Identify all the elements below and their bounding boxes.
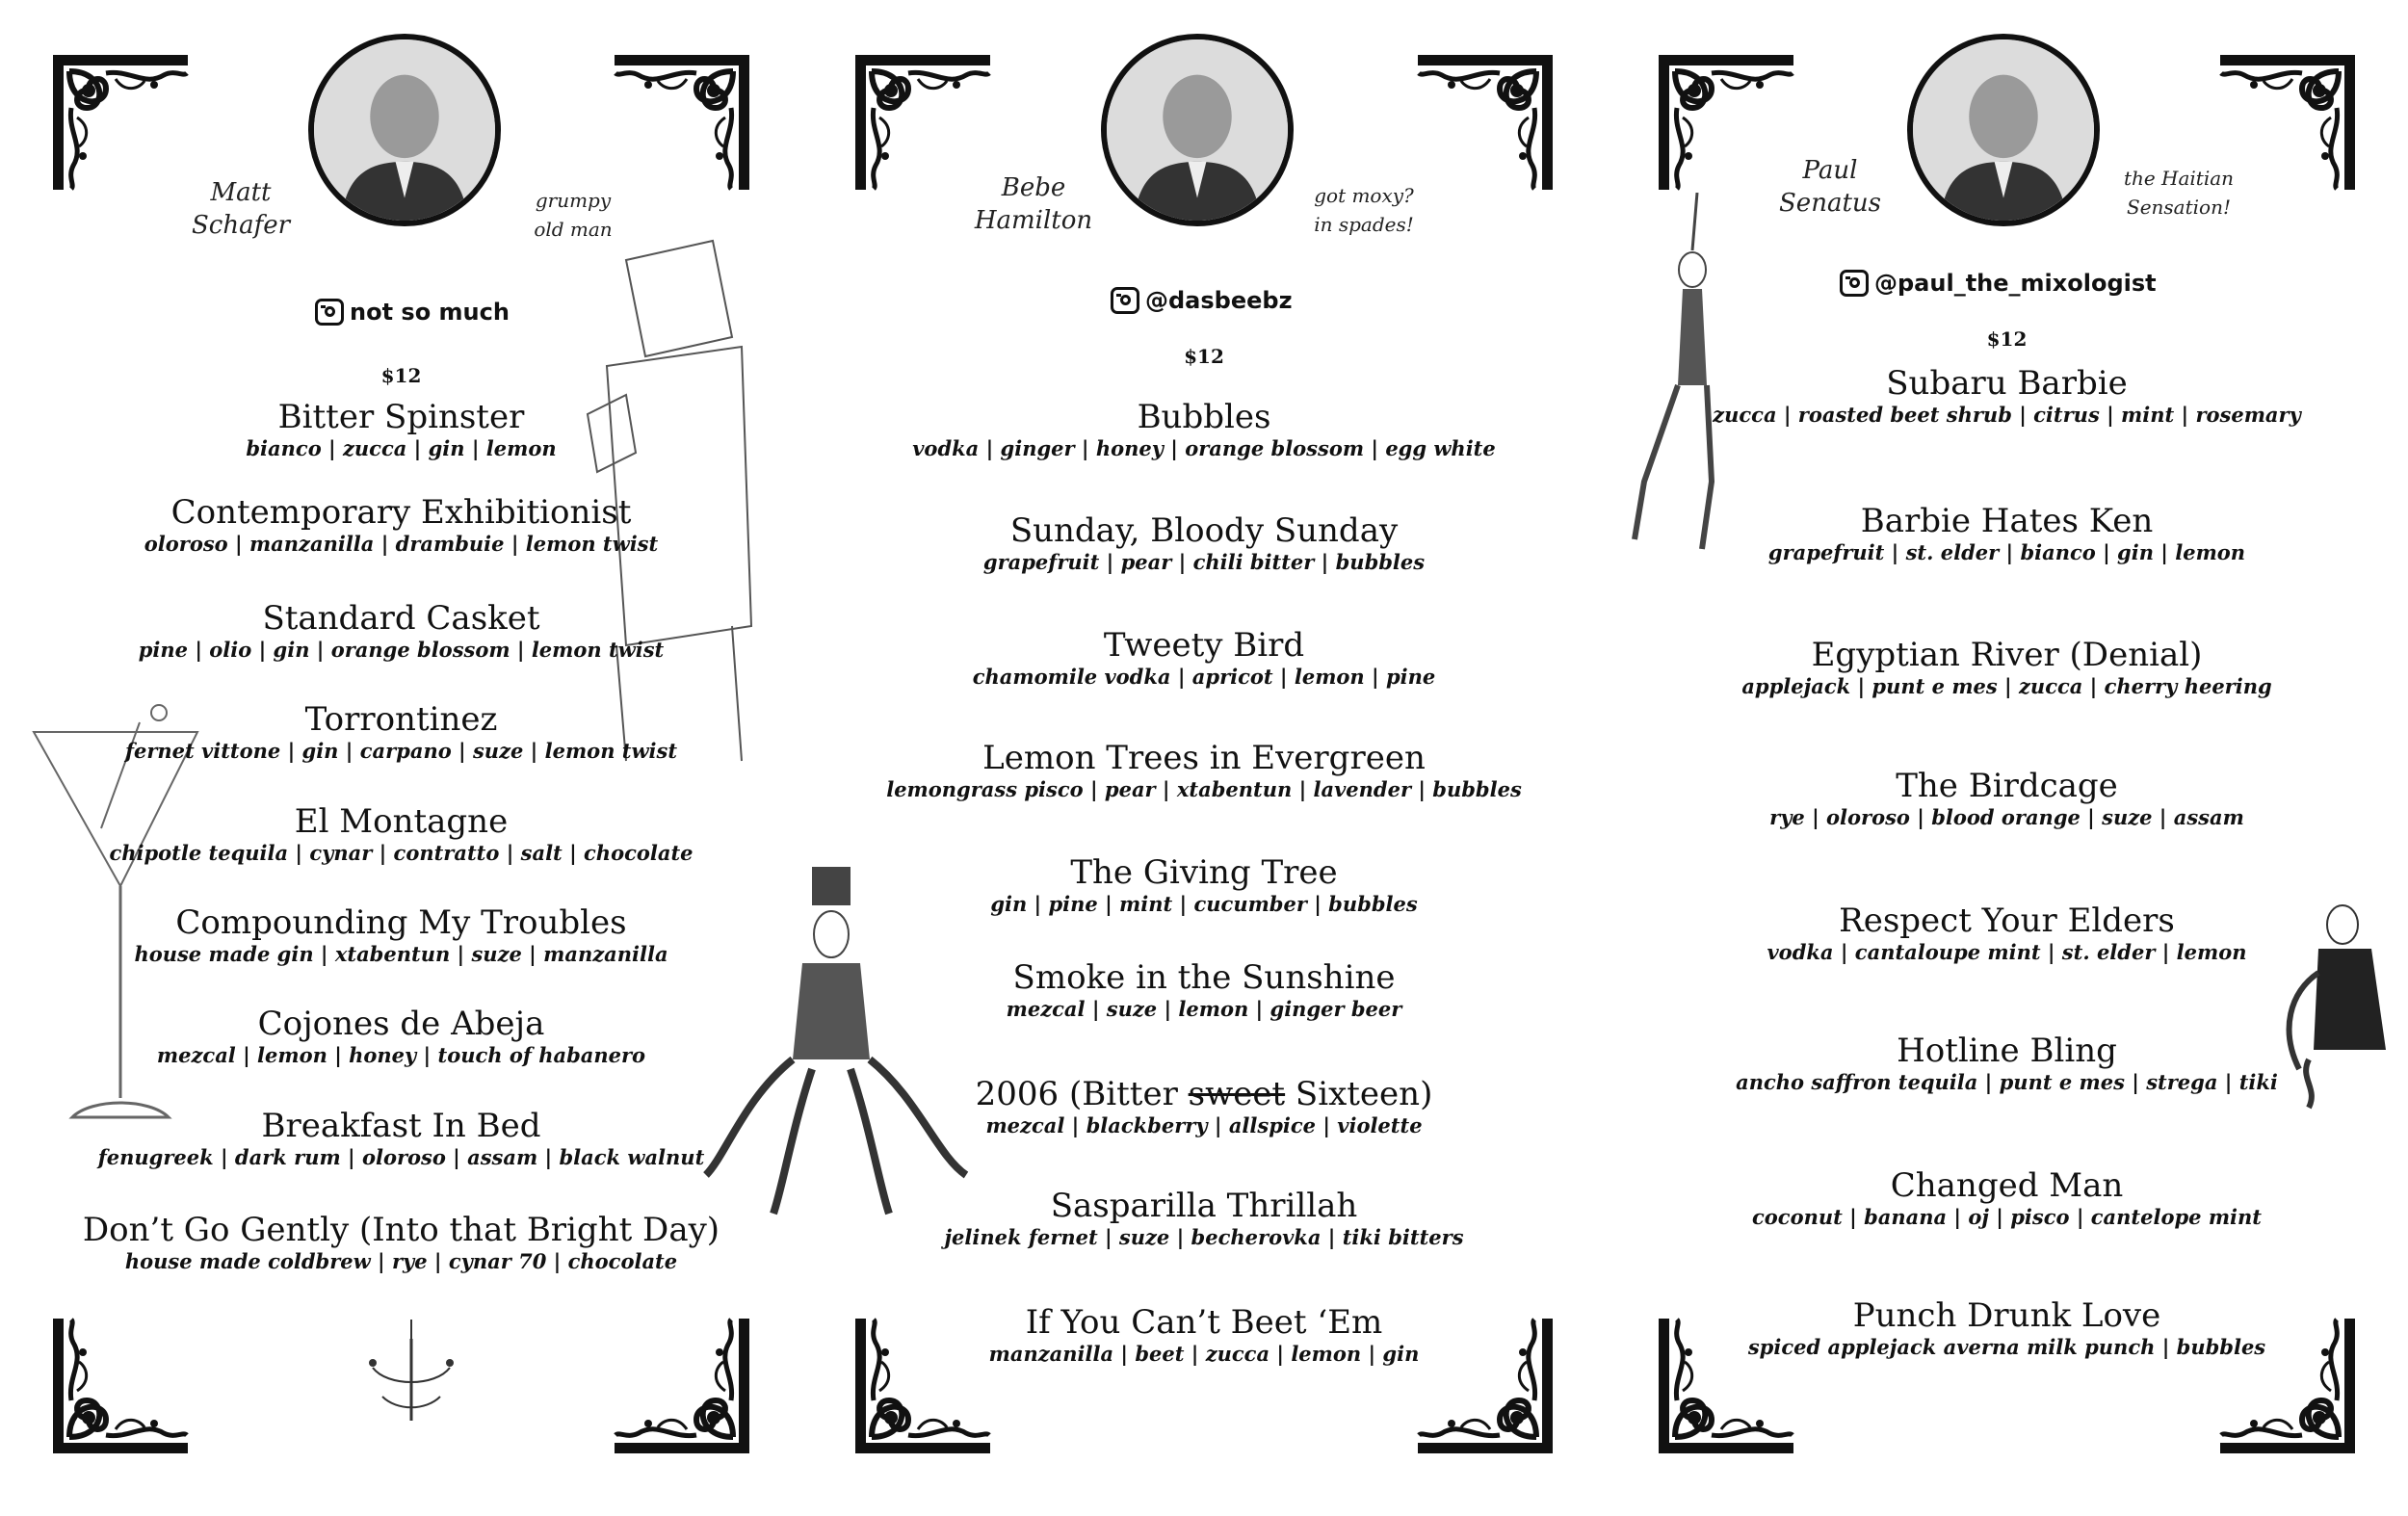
bartender-tagline: the Haitian Sensation! <box>2123 167 2235 219</box>
drink-name: Breakfast In Bed <box>261 1107 541 1145</box>
drink-item <box>1606 1167 2408 1231</box>
drink-item <box>0 494 802 558</box>
drink-item <box>1606 1032 2408 1096</box>
bartender-portrait <box>308 34 501 226</box>
drink-item <box>802 854 1606 918</box>
drink-name: Subaru Barbie <box>1886 364 2128 403</box>
drink-item <box>1606 503 2408 566</box>
drink-item <box>802 627 1606 691</box>
drink-item <box>0 803 802 867</box>
drink-name: Respect Your Elders <box>1839 902 2175 940</box>
drink-ingredients: chipotle tequila | cynar | contratto | salt | chocolate <box>109 841 694 865</box>
drink-name: Contemporary Exhibitionist <box>170 493 632 532</box>
drink-ingredients: applejack | punt e mes | zucca | cherry heering <box>1741 674 2272 698</box>
drink-item <box>802 1188 1606 1251</box>
drink-name: Changed Man <box>1890 1166 2124 1205</box>
bartender-first-name: Matt <box>210 178 272 207</box>
drink-ingredients: bianco | zucca | gin | lemon <box>246 436 557 460</box>
ornamental-corner-icon <box>1413 50 1557 195</box>
bartender-tagline: grumpy old man <box>534 189 613 241</box>
drink-ingredients: fernet vittone | gin | carpano | suze | lemon twist <box>124 739 678 763</box>
drink-name: Bitter Spinster <box>277 398 525 436</box>
drink-item <box>1606 1297 2408 1361</box>
drink-item <box>0 1006 802 1069</box>
instagram-handle[interactable] <box>1111 287 1293 314</box>
bartender-portrait <box>1907 34 2100 226</box>
instagram-handle[interactable] <box>1840 270 2157 297</box>
ornamental-corner-icon <box>48 1314 193 1458</box>
bartender-last-name: Schafer <box>191 211 291 240</box>
bartender-name <box>961 171 1106 237</box>
drink-name: Hotline Bling <box>1897 1032 2117 1070</box>
drink-name: El Montagne <box>294 802 509 841</box>
drink-ingredients: mezcal | lemon | honey | touch of habanero <box>156 1043 646 1067</box>
drink-name: Punch Drunk Love <box>1852 1296 2161 1335</box>
drink-item <box>0 904 802 968</box>
menu-panel-matt <box>0 0 802 1516</box>
drink-ingredients: vodka | cantaloupe mint | st. elder | lemon <box>1767 940 2247 964</box>
chandelier-illustration <box>358 1320 464 1425</box>
drink-name: Sasparilla Thrillah <box>1050 1187 1358 1225</box>
drink-ingredients: zucca | roasted beet shrub | citrus | mint | rosemary <box>1713 403 2301 427</box>
drink-ingredients: chamomile vodka | apricot | lemon | pine <box>972 665 1436 689</box>
struck-word: sweet <box>1188 1075 1286 1113</box>
price-label: $12 <box>380 364 422 387</box>
drink-name: Smoke in the Sunshine <box>1012 958 1396 997</box>
drink-item <box>0 1108 802 1171</box>
drink-item <box>802 399 1606 462</box>
drink-ingredients: rye | oloroso | blood orange | suze | assam <box>1769 805 2244 829</box>
instagram-icon <box>1840 270 1869 297</box>
drink-name: The Giving Tree <box>1070 853 1338 892</box>
bartender-portrait <box>1101 34 1294 226</box>
drink-ingredients: grapefruit | st. elder | bianco | gin | lemon <box>1767 540 2246 564</box>
drink-item <box>802 959 1606 1023</box>
drink-name: Lemon Trees in Evergreen <box>982 739 1426 777</box>
drink-item <box>802 512 1606 576</box>
drink-ingredients: manzanilla | beet | zucca | lemon | gin <box>988 1342 1420 1366</box>
drink-item <box>0 701 802 765</box>
bartender-name <box>169 176 313 242</box>
bartender-last-name: Senatus <box>1779 189 1881 218</box>
menu-panel-paul <box>1606 0 2408 1516</box>
handle-text: not so much <box>350 299 510 326</box>
drink-ingredients: house made coldbrew | rye | cynar 70 | chocolate <box>124 1249 678 1273</box>
drink-ingredients: mezcal | suze | lemon | ginger beer <box>1006 997 1402 1021</box>
bartender-tagline: got moxy? in spades! <box>1314 184 1414 236</box>
drink-ingredients: coconut | banana | oj | pisco | cantelope mint <box>1751 1205 2263 1229</box>
drink-ingredients: vodka | ginger | honey | orange blossom | egg white <box>912 436 1496 460</box>
drink-name: Barbie Hates Ken <box>1860 502 2154 540</box>
drink-ingredients: spiced applejack averna milk punch | bubbles <box>1747 1335 2266 1359</box>
drink-name: Standard Casket <box>262 599 540 638</box>
ornamental-corner-icon <box>610 1314 754 1458</box>
drink-ingredients: jelinek fernet | suze | becherovka | tiki bitters <box>944 1225 1464 1249</box>
instagram-handle[interactable] <box>315 299 510 326</box>
drink-item <box>0 1212 802 1275</box>
price-label: $12 <box>1986 327 2028 351</box>
drink-item <box>0 600 802 664</box>
drink-ingredients: pine | olio | gin | orange blossom | lemon twist <box>138 638 665 662</box>
drink-name: 2006 (Bitter sweet Sixteen) <box>975 1075 1433 1113</box>
drink-item <box>1606 365 2408 429</box>
bartender-last-name: Hamilton <box>974 206 1093 235</box>
drink-ingredients: lemongrass pisco | pear | xtabentun | lavender | bubbles <box>886 777 1522 801</box>
drink-ingredients: ancho saffron tequila | punt e mes | strega | tiki <box>1736 1070 2278 1094</box>
bartender-first-name: Paul <box>1802 156 1858 185</box>
drink-ingredients: mezcal | blackberry | allspice | violette <box>985 1113 1423 1137</box>
drink-item <box>1606 902 2408 966</box>
drink-ingredients: house made gin | xtabentun | suze | manzanilla <box>134 942 668 966</box>
drink-name: Sunday, Bloody Sunday <box>1009 511 1399 550</box>
ornamental-corner-icon <box>610 50 754 195</box>
drink-item <box>802 1304 1606 1368</box>
drink-name: Bubbles <box>1137 398 1271 436</box>
drink-name: Compounding My Troubles <box>175 903 627 942</box>
octopus-lady-illustration <box>687 867 985 1223</box>
drink-item <box>1606 637 2408 700</box>
menu-panel-bebe <box>802 0 1606 1516</box>
drink-item <box>0 399 802 462</box>
drink-name: Cojones de Abeja <box>257 1005 545 1043</box>
ornamental-corner-icon <box>48 50 193 195</box>
handle-text: @dasbeebz <box>1145 287 1293 314</box>
drink-name: If You Can’t Beet ‘Em <box>1025 1303 1383 1342</box>
drink-ingredients: gin | pine | mint | cucumber | bubbles <box>990 892 1418 916</box>
bartender-first-name: Bebe <box>1001 173 1066 202</box>
price-label: $12 <box>1184 345 1224 368</box>
handle-text: @paul_the_mixologist <box>1874 270 2157 297</box>
bartender-name <box>1758 154 1902 220</box>
drink-item <box>802 740 1606 803</box>
drink-ingredients: oloroso | manzanilla | drambuie | lemon twist <box>144 532 659 556</box>
drink-name: Egyptian River (Denial) <box>1811 636 2203 674</box>
drink-name: Tweety Bird <box>1103 626 1305 665</box>
drink-name: Don’t Go Gently (Into that Bright Day) <box>82 1211 720 1249</box>
drink-ingredients: fenugreek | dark rum | oloroso | assam | black walnut <box>97 1145 705 1169</box>
instagram-icon <box>1111 287 1139 314</box>
drink-ingredients: grapefruit | pear | chili bitter | bubbles <box>982 550 1426 574</box>
drink-name: Torrontinez <box>304 700 498 739</box>
drink-item <box>1606 768 2408 831</box>
drink-item <box>802 1076 1606 1139</box>
drink-name: The Birdcage <box>1896 767 2118 805</box>
instagram-icon <box>315 299 344 326</box>
